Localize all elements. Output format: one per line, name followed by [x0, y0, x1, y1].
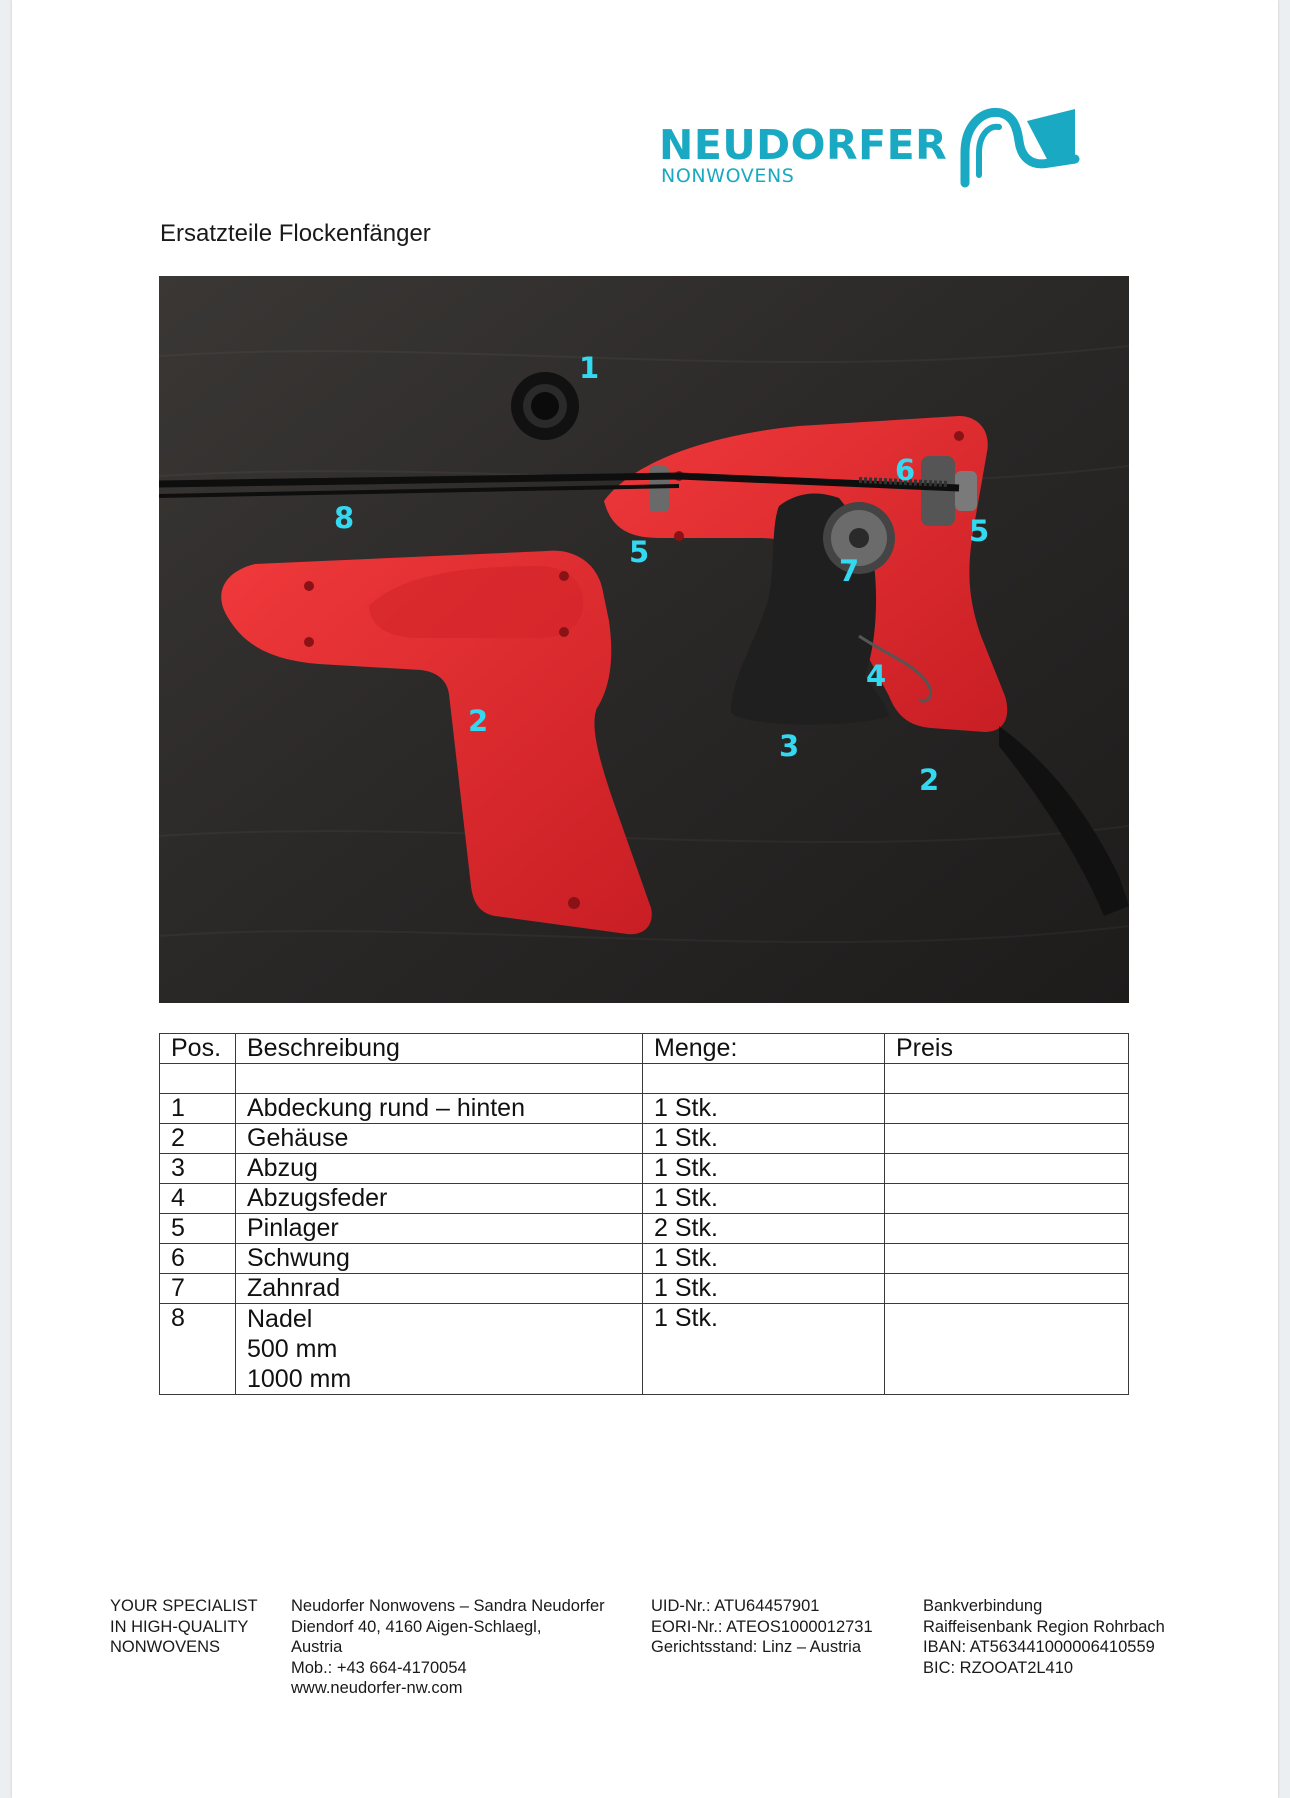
- table-row: [160, 1124, 1129, 1154]
- product-photo: [159, 276, 1129, 1003]
- footer-line: YOUR SPECIALIST: [110, 1597, 258, 1615]
- document-title: Ersatzteile Flockenfänger: [160, 220, 431, 247]
- footer-line: Mob.: +43 664-4170054: [291, 1658, 467, 1677]
- footer-line: Bankverbindung: [923, 1597, 1043, 1615]
- table-row: [160, 1214, 1129, 1244]
- footer-line: Raiffeisenbank Region Rohrbach: [923, 1617, 1165, 1636]
- table-row: [160, 1154, 1129, 1184]
- callout-8: 8: [334, 501, 355, 535]
- row-quantity: 1 Stk.: [643, 1184, 885, 1214]
- row-pos: 7: [160, 1274, 236, 1304]
- row-quantity: 2 Stk.: [643, 1214, 885, 1244]
- row-pos: 2: [160, 1124, 236, 1154]
- footer-line: Diendorf 40, 4160 Aigen-Schlaegl,: [291, 1617, 542, 1636]
- logo-subtitle: NONWOVENS: [661, 165, 795, 187]
- row-price: [885, 1094, 1129, 1124]
- header-quantity: Menge:: [643, 1034, 885, 1064]
- table-row: [160, 1274, 1129, 1304]
- footer-slogan: [110, 1596, 258, 1658]
- row-quantity: 1 Stk.: [643, 1154, 885, 1184]
- footer-website-link[interactable]: www.neudorfer-nw.com: [291, 1679, 463, 1697]
- row-price: [885, 1124, 1129, 1154]
- row-pos: 8: [160, 1304, 236, 1395]
- table-row: [160, 1184, 1129, 1214]
- callout-2-left: 2: [468, 704, 489, 738]
- row-description: Schwung: [236, 1244, 643, 1274]
- callout-4: 4: [866, 659, 887, 693]
- part-cover-round: [511, 372, 579, 440]
- row-description-line: Nadel: [247, 1305, 313, 1333]
- row-pos: 5: [160, 1214, 236, 1244]
- row-description-line: 500 mm: [247, 1335, 338, 1363]
- company-logo: [647, 95, 1107, 195]
- row-price: [885, 1154, 1129, 1184]
- document-page: [12, 0, 1278, 1798]
- callout-2-right: 2: [919, 763, 940, 797]
- callout-6: 6: [895, 453, 916, 487]
- row-quantity: 1 Stk.: [643, 1244, 885, 1274]
- row-quantity: 1 Stk.: [643, 1304, 885, 1395]
- row-price: [885, 1274, 1129, 1304]
- row-description: Abdeckung rund – hinten: [236, 1094, 643, 1124]
- parts-table: [159, 1033, 1129, 1395]
- footer-line: BIC: RZOOAT2L410: [923, 1658, 1074, 1677]
- row-pos: 6: [160, 1244, 236, 1274]
- row-pos: 4: [160, 1184, 236, 1214]
- table-row: [160, 1304, 1129, 1395]
- row-quantity: 1 Stk.: [643, 1094, 885, 1124]
- row-pos: 1: [160, 1094, 236, 1124]
- row-description: Abzug: [236, 1154, 643, 1184]
- logo-mark-icon: [957, 101, 1087, 189]
- row-description: Gehäuse: [236, 1124, 643, 1154]
- callout-7: 7: [839, 554, 860, 588]
- row-price: [885, 1184, 1129, 1214]
- footer-line: EORI-Nr.: ATEOS1000012731: [651, 1617, 873, 1636]
- header-pos: Pos.: [160, 1034, 236, 1064]
- table-empty-row: [160, 1064, 1129, 1094]
- footer-bank: [923, 1596, 1165, 1678]
- row-description: Zahnrad: [236, 1274, 643, 1304]
- row-pos: 3: [160, 1154, 236, 1184]
- table-header-row: [160, 1034, 1129, 1064]
- row-description: Pinlager: [236, 1214, 643, 1244]
- table-row: [160, 1094, 1129, 1124]
- footer-line: UID-Nr.: ATU64457901: [651, 1597, 820, 1615]
- row-price: [885, 1244, 1129, 1274]
- row-description: [236, 1304, 643, 1395]
- row-description-line: 1000 mm: [247, 1365, 352, 1393]
- callout-5-right: 5: [969, 514, 990, 548]
- footer-line: Austria: [291, 1638, 343, 1656]
- footer-address: [291, 1596, 605, 1699]
- footer-legal: [651, 1596, 873, 1658]
- footer-line: Gerichtsstand: Linz – Austria: [651, 1638, 862, 1656]
- footer-line: IN HIGH-QUALITY: [110, 1617, 249, 1636]
- row-description: Abzugsfeder: [236, 1184, 643, 1214]
- product-photo-illustration: [159, 276, 1129, 1003]
- callout-5-left: 5: [629, 535, 650, 569]
- header-price: Preis: [885, 1034, 1129, 1064]
- footer-line: NONWOVENS: [110, 1638, 221, 1656]
- table-row: [160, 1244, 1129, 1274]
- logo-wordmark: NEUDORFER: [659, 121, 948, 169]
- footer-line: IBAN: AT563441000006410559: [923, 1638, 1155, 1656]
- callout-3: 3: [779, 729, 800, 763]
- row-quantity: 1 Stk.: [643, 1124, 885, 1154]
- row-price: [885, 1214, 1129, 1244]
- footer-line: Neudorfer Nonwovens – Sandra Neudorfer: [291, 1597, 605, 1615]
- callout-1: 1: [579, 351, 600, 385]
- row-price: [885, 1304, 1129, 1395]
- header-description: Beschreibung: [236, 1034, 643, 1064]
- row-quantity: 1 Stk.: [643, 1274, 885, 1304]
